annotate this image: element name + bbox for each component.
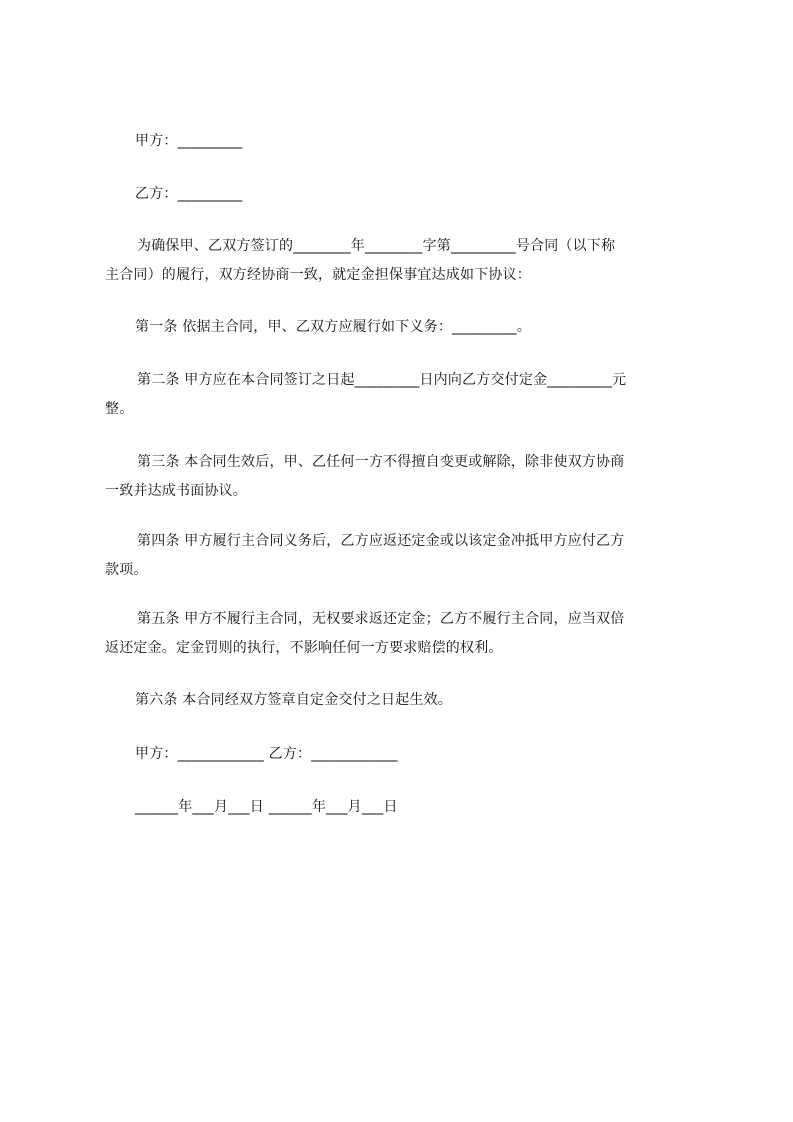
party-b-line: 乙方：_________ [135,186,243,202]
article-3-row-2: 一致并达成书面协议。 [105,483,247,499]
intro-row-2: 主合同）的履行，双方经协商一致，就定金担保事宜达成如下协议： [105,267,531,283]
intro-paragraph [105,232,705,290]
party-a-line: 甲方：_________ [135,133,243,149]
article-3 [105,448,705,506]
article-4-row-2: 款项。 [105,562,148,578]
date-line: ______年___月___日 ______年___月___日 [135,799,398,815]
article-4-row-1: 第四条 甲方履行主合同义务后，乙方应返还定金或以该定金冲抵甲方应付乙方 [137,533,625,549]
article-1: 第一条 依据主合同，甲、乙双方应履行如下义务：_________。 [135,319,532,335]
article-5 [105,605,705,663]
article-3-row-1: 第三条 本合同生效后，甲、乙任何一方不得擅自变更或解除，除非使双方协商 [137,454,625,470]
intro-row-1: 为确保甲、乙双方签订的________年________字第_________号合同（以下称 [137,238,616,254]
article-2-row-2: 整。 [105,401,134,417]
article-6: 第六条 本合同经双方签章自定金交付之日起生效。 [135,692,453,708]
article-5-row-1: 第五条 甲方不履行主合同，无权要求返还定金；乙方不履行主合同，应当双倍 [137,611,625,627]
signature-line: 甲方：____________ 乙方：____________ [135,746,398,762]
article-5-row-2: 返还定金。定金罚则的执行，不影响任何一方要求赔偿的权利。 [105,640,503,656]
article-2-row-1: 第二条 甲方应在本合同签订之日起_________日内向乙方交付定金_________元 [137,372,627,388]
article-2 [105,366,705,424]
article-4 [105,527,705,585]
